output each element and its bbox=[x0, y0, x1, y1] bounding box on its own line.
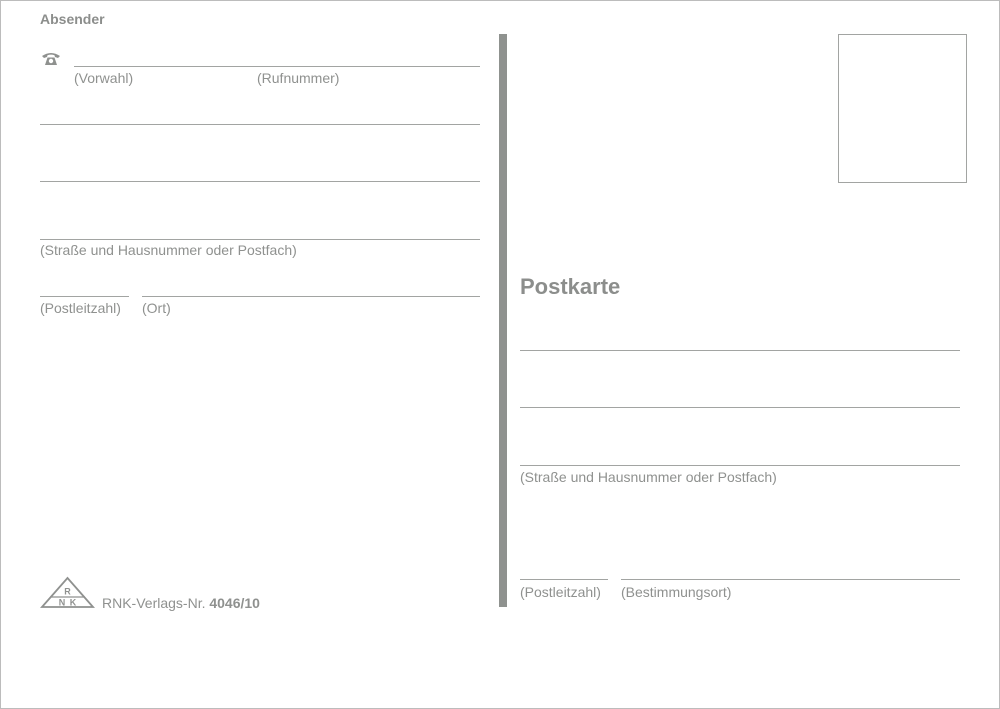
area-code-label: (Vorwahl) bbox=[74, 70, 134, 86]
recipient-street-label: (Straße und Hausnummer oder Postfach) bbox=[520, 469, 777, 485]
rnk-logo bbox=[40, 576, 95, 609]
sender-heading: Absender bbox=[40, 11, 105, 27]
svg-text:N: N bbox=[58, 597, 66, 608]
recipient-name-line-2[interactable] bbox=[520, 407, 960, 408]
sender-postcode-line[interactable] bbox=[40, 296, 129, 297]
publisher-number-value: 4046/10 bbox=[209, 595, 260, 611]
postcard-heading: Postkarte bbox=[520, 274, 621, 299]
recipient-destination-line[interactable] bbox=[621, 579, 960, 580]
recipient-postcode-label: (Postleitzahl) bbox=[520, 584, 601, 600]
sender-city-label: (Ort) bbox=[142, 300, 171, 316]
sender-city-line[interactable] bbox=[142, 296, 480, 297]
sender-street-label: (Straße und Hausnummer oder Postfach) bbox=[40, 242, 297, 258]
sender-postcode-label: (Postleitzahl) bbox=[40, 300, 121, 316]
publisher-number bbox=[102, 595, 260, 611]
recipient-name-line[interactable] bbox=[520, 350, 960, 351]
phone-number-label: (Rufnummer) bbox=[257, 70, 340, 86]
publisher-number-prefix: RNK-Verlags-Nr. bbox=[102, 595, 206, 611]
svg-text:R: R bbox=[64, 586, 71, 597]
svg-text:K: K bbox=[69, 597, 77, 608]
recipient-postcode-line[interactable] bbox=[520, 579, 608, 580]
telephone-icon bbox=[41, 51, 61, 67]
recipient-street-line[interactable] bbox=[520, 465, 960, 466]
recipient-destination-label: (Bestimmungsort) bbox=[621, 584, 732, 600]
sender-name-line-2[interactable] bbox=[40, 181, 480, 182]
stamp-box bbox=[838, 34, 967, 183]
sender-name-line[interactable] bbox=[40, 124, 480, 125]
center-divider bbox=[499, 34, 507, 607]
sender-street-line[interactable] bbox=[40, 239, 480, 240]
sender-phone-line[interactable] bbox=[74, 66, 480, 67]
